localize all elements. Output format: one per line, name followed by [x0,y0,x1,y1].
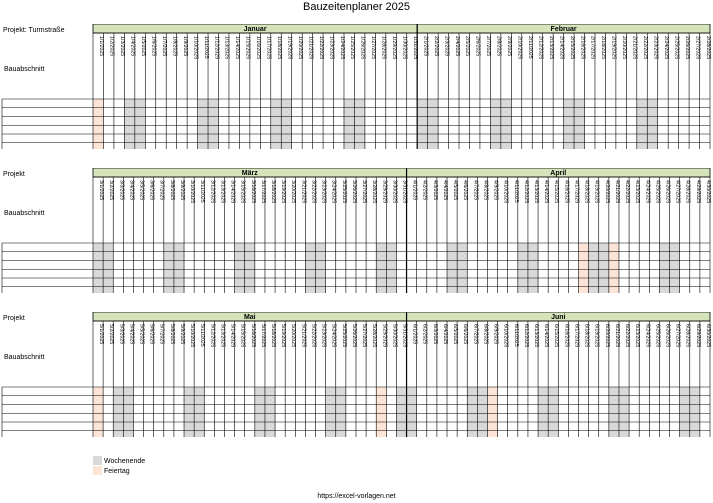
holiday-column [376,387,386,437]
day-date: 6/26/2025 [664,324,671,348]
day-date: 3/6/2025 [148,180,155,201]
day-date: 3/21/2025 [300,180,307,204]
holiday-column [93,99,103,149]
day-date: 5/27/2025 [361,324,368,348]
day-date: 2/27/2025 [694,36,701,60]
day-date: 1/3/2025 [119,36,126,57]
day-date: 6/1/2025 [411,324,418,345]
day-date: 4/23/2025 [634,180,641,204]
weekend-column [124,99,134,149]
day-date: 6/9/2025 [492,324,499,345]
day-date: 4/2/2025 [421,180,428,201]
weekend-column [609,387,619,437]
day-date: 5/20/2025 [290,324,297,348]
day-date: 3/11/2025 [199,180,206,203]
day-date: 2/11/2025 [526,36,533,59]
weekend-column [174,243,184,293]
weekend-column [670,243,680,293]
day-date: 3/15/2025 [239,180,246,204]
day-date: 3/16/2025 [249,180,256,204]
day-date: 5/10/2025 [189,324,196,348]
plan-block-2 [0,168,713,293]
day-date: 4/3/2025 [431,180,438,201]
day-date: 6/25/2025 [654,324,661,348]
day-date: 6/2/2025 [421,324,428,345]
day-date: 6/30/2025 [704,324,711,348]
weekend-column [457,243,467,293]
day-date: 5/4/2025 [128,324,135,345]
day-date: 6/13/2025 [532,324,539,348]
plan-block-1 [0,24,713,149]
weekend-column [637,99,647,149]
day-date: 2/7/2025 [485,36,492,57]
day-date: 6/3/2025 [431,324,438,345]
day-date: 5/9/2025 [178,324,185,345]
legend-weekend-label: Wochenende [104,458,146,465]
day-date: 5/11/2025 [199,324,206,347]
day-date: 3/12/2025 [209,180,216,204]
day-date: 4/14/2025 [543,180,550,204]
day-date: 2/2/2025 [432,36,439,57]
weekend-column [265,387,275,437]
day-date: 3/9/2025 [178,180,185,201]
day-date: 6/15/2025 [553,324,560,348]
day-date: 4/16/2025 [563,180,570,204]
weekend-column [490,99,500,149]
section-label: Bauabschnitt [4,66,45,73]
day-date: 1/7/2025 [160,36,167,57]
day-date: 5/15/2025 [239,324,246,348]
day-date: 1/11/2025 [202,36,209,59]
day-date: 1/19/2025 [286,36,293,60]
day-date: 4/21/2025 [613,180,620,204]
day-date: 4/10/2025 [502,180,509,204]
day-date: 2/15/2025 [568,36,575,60]
day-date: 1/17/2025 [265,36,272,60]
day-date: 2/28/2025 [704,36,711,60]
weekend-column [574,99,584,149]
day-date: 4/6/2025 [462,180,469,201]
day-date: 1/26/2025 [359,36,366,60]
day-date: 1/14/2025 [234,36,241,60]
day-date: 3/26/2025 [350,180,357,204]
weekend-column [690,387,700,437]
day-date: 3/17/2025 [259,180,266,204]
day-date: 2/23/2025 [652,36,659,60]
day-date: 4/4/2025 [441,180,448,201]
weekend-column [589,243,599,293]
day-date: 3/13/2025 [219,180,226,204]
day-date: 1/23/2025 [328,36,335,60]
weekend-column [103,243,113,293]
weekend-column [680,387,690,437]
day-date: 4/7/2025 [472,180,479,201]
day-date: 3/5/2025 [138,180,145,201]
day-date: 4/9/2025 [492,180,499,201]
day-date: 1/4/2025 [129,36,136,57]
weekend-swatch [93,456,102,465]
day-date: 6/23/2025 [634,324,641,348]
day-date: 3/28/2025 [371,180,378,204]
day-date: 1/31/2025 [411,36,418,60]
day-date: 3/27/2025 [361,180,368,204]
weekend-column [528,243,538,293]
holiday-column [609,243,619,293]
day-date: 1/13/2025 [223,36,230,60]
day-date: 4/27/2025 [674,180,681,204]
weekend-column [194,387,204,437]
day-date: 3/8/2025 [168,180,175,201]
day-date: 1/15/2025 [244,36,251,60]
day-date: 2/3/2025 [443,36,450,57]
day-date: 5/23/2025 [320,324,327,348]
day-date: 4/12/2025 [522,180,529,204]
day-date: 4/8/2025 [482,180,489,201]
day-date: 5/31/2025 [401,324,408,348]
day-date: 1/20/2025 [296,36,303,60]
day-date: 6/24/2025 [644,324,651,348]
day-date: 6/29/2025 [694,324,701,348]
day-date: 6/16/2025 [563,324,570,348]
day-date: 6/28/2025 [684,324,691,348]
weekend-column [198,99,208,149]
day-date: 2/12/2025 [537,36,544,60]
day-date: 1/22/2025 [317,36,324,60]
day-date: 2/21/2025 [631,36,638,60]
day-date: 2/10/2025 [516,36,523,60]
day-date: 4/11/2025 [512,180,519,203]
day-date: 2/25/2025 [673,36,680,60]
weekend-column [518,243,528,293]
legend-holiday [93,466,213,475]
page-title: Bauzeitenplaner 2025 [302,1,411,13]
day-date: 1/21/2025 [307,36,314,60]
schedule-grid [0,24,713,149]
day-date: 2/1/2025 [422,36,429,57]
day-date: 2/8/2025 [495,36,502,57]
day-date: 1/28/2025 [380,36,387,60]
day-date: 1/18/2025 [276,36,283,60]
day-date: 4/29/2025 [694,180,701,204]
weekend-column [123,387,133,437]
day-date: 2/6/2025 [474,36,481,57]
weekend-column [245,243,255,293]
day-date: 1/24/2025 [338,36,345,60]
day-date: 6/4/2025 [441,324,448,345]
day-date: 6/8/2025 [482,324,489,345]
day-date: 1/5/2025 [140,36,147,57]
weekend-column [344,99,354,149]
weekend-column [619,387,629,437]
day-date: 5/22/2025 [310,324,317,348]
day-date: 2/14/2025 [558,36,565,60]
day-date: 3/18/2025 [270,180,277,204]
day-date: 6/14/2025 [543,324,550,348]
weekend-column [396,387,406,437]
month-name: Juni [551,314,566,321]
day-date: 5/8/2025 [168,324,175,345]
day-date: 1/16/2025 [255,36,262,60]
weekend-column [208,99,218,149]
month-name: Februar [550,26,577,33]
weekend-column [477,387,487,437]
day-date: 4/30/2025 [704,180,711,204]
day-date: 5/16/2025 [249,324,256,348]
weekend-column [447,243,457,293]
section-label: Bauabschnitt [4,210,45,217]
weekend-column [281,99,291,149]
day-date: 3/24/2025 [330,180,337,204]
day-date: 2/26/2025 [683,36,690,60]
weekend-column [305,243,315,293]
day-date: 6/21/2025 [613,324,620,348]
day-date: 5/25/2025 [340,324,347,348]
day-date: 3/20/2025 [290,180,297,204]
day-date: 4/19/2025 [593,180,600,204]
day-date: 4/26/2025 [664,180,671,204]
day-date: 5/18/2025 [270,324,277,348]
day-date: 5/26/2025 [350,324,357,348]
day-date: 2/5/2025 [464,36,471,57]
holiday-column [93,387,103,437]
day-date: 4/25/2025 [654,180,661,204]
day-date: 1/8/2025 [171,36,178,57]
day-date: 1/25/2025 [349,36,356,60]
day-date: 2/9/2025 [506,36,513,57]
day-date: 5/2/2025 [108,324,115,345]
day-date: 2/17/2025 [589,36,596,60]
month-name: Januar [243,26,267,33]
holiday-swatch [93,466,102,475]
day-date: 3/31/2025 [401,180,408,204]
weekend-column [538,387,548,437]
day-date: 5/12/2025 [209,324,216,348]
day-date: 6/27/2025 [674,324,681,348]
day-date: 1/9/2025 [181,36,188,57]
day-date: 5/13/2025 [219,324,226,348]
day-date: 2/19/2025 [610,36,617,60]
plan-block-3 [0,312,713,437]
schedule-grid [0,168,713,293]
legend-holiday-label: Feiertag [104,468,130,475]
weekend-column [164,243,174,293]
month-name: April [550,170,567,177]
day-date: 3/10/2025 [189,180,196,204]
weekend-column [386,243,396,293]
day-date: 6/19/2025 [593,324,600,348]
day-date: 5/3/2025 [118,324,125,345]
weekend-column [417,99,427,149]
day-date: 4/5/2025 [452,180,459,201]
day-date: 3/23/2025 [320,180,327,204]
day-date: 1/10/2025 [192,36,199,60]
day-date: 1/29/2025 [391,36,398,60]
day-date: 2/20/2025 [621,36,628,60]
day-date: 3/22/2025 [310,180,317,204]
weekend-column [467,387,477,437]
day-date: 5/14/2025 [229,324,236,348]
day-date: 2/4/2025 [453,36,460,57]
weekend-column [599,243,609,293]
day-date: 5/30/2025 [391,324,398,348]
weekend-column [184,387,194,437]
weekend-column [336,387,346,437]
day-date: 1/2/2025 [108,36,115,57]
weekend-column [93,243,103,293]
weekend-column [326,387,336,437]
day-date: 4/20/2025 [603,180,610,204]
day-date: 3/2/2025 [108,180,115,201]
day-date: 1/12/2025 [213,36,220,60]
day-date: 4/1/2025 [411,180,418,201]
weekend-column [235,243,245,293]
legend-weekend [93,456,213,465]
day-date: 4/24/2025 [644,180,651,204]
day-date: 6/20/2025 [603,324,610,348]
project-label: Projekt: Turmstraße [3,27,65,34]
day-date: 1/27/2025 [370,36,377,60]
day-date: 3/7/2025 [158,180,165,201]
project-label: Projekt [3,171,25,178]
day-date: 2/22/2025 [642,36,649,60]
day-date: 5/6/2025 [148,324,155,345]
day-date: 4/22/2025 [624,180,631,204]
day-date: 4/15/2025 [553,180,560,204]
weekend-column [564,99,574,149]
day-date: 1/1/2025 [98,36,105,57]
day-date: 5/5/2025 [138,324,145,345]
day-date: 5/17/2025 [259,324,266,348]
day-date: 3/25/2025 [340,180,347,204]
weekend-column [354,99,364,149]
day-date: 5/28/2025 [371,324,378,348]
day-date: 3/30/2025 [391,180,398,204]
weekend-column [255,387,265,437]
month-name: März [241,170,258,177]
day-date: 5/1/2025 [98,324,105,345]
day-date: 6/10/2025 [502,324,509,348]
project-label: Projekt [3,315,25,322]
day-date: 6/11/2025 [512,324,519,347]
weekend-column [647,99,657,149]
day-date: 4/28/2025 [684,180,691,204]
section-label: Bauabschnitt [4,354,45,361]
weekend-column [376,243,386,293]
day-date: 2/13/2025 [547,36,554,60]
day-date: 3/14/2025 [229,180,236,204]
weekend-column [316,243,326,293]
day-date: 4/18/2025 [583,180,590,204]
day-date: 6/12/2025 [522,324,529,348]
day-date: 3/1/2025 [98,180,105,201]
day-date: 5/7/2025 [158,324,165,345]
holiday-column [579,243,589,293]
weekend-column [271,99,281,149]
weekend-column [428,99,438,149]
schedule-grid [0,312,713,437]
weekend-column [113,387,123,437]
day-date: 4/13/2025 [532,180,539,204]
day-date: 2/24/2025 [662,36,669,60]
holiday-column [487,387,497,437]
day-date: 3/19/2025 [280,180,287,204]
day-date: 3/29/2025 [381,180,388,204]
day-date: 5/21/2025 [300,324,307,348]
day-date: 4/17/2025 [573,180,580,204]
day-date: 5/19/2025 [280,324,287,348]
weekend-column [548,387,558,437]
day-date: 6/17/2025 [573,324,580,348]
day-date: 6/5/2025 [452,324,459,345]
footer-url: https://excel-vorlagen.net [317,493,396,500]
day-date: 3/4/2025 [128,180,135,201]
day-date: 6/22/2025 [624,324,631,348]
day-date: 6/7/2025 [472,324,479,345]
day-date: 5/29/2025 [381,324,388,348]
day-date: 3/3/2025 [118,180,125,201]
day-date: 6/6/2025 [462,324,469,345]
day-date: 2/18/2025 [600,36,607,60]
day-date: 2/16/2025 [579,36,586,60]
day-date: 6/18/2025 [583,324,590,348]
day-date: 5/24/2025 [330,324,337,348]
day-date: 1/30/2025 [401,36,408,60]
weekend-column [407,387,417,437]
month-name: Mai [243,314,256,321]
weekend-column [659,243,669,293]
day-date: 1/6/2025 [150,36,157,57]
weekend-column [501,99,511,149]
weekend-column [135,99,145,149]
